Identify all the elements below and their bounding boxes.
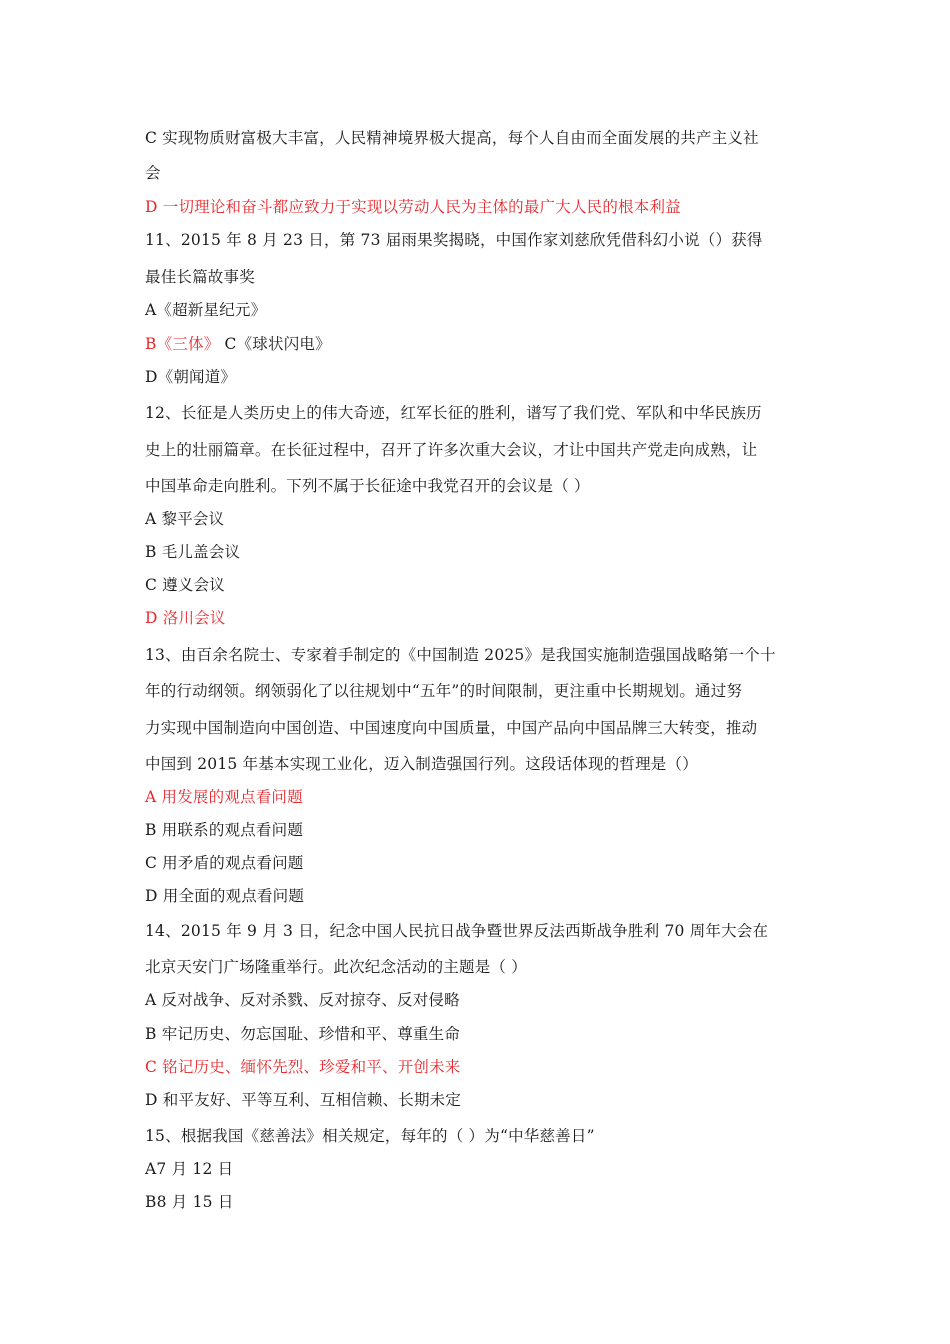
- question-13-line4: 中国到 2015 年基本实现工业化，迈入制造强国行列。这段话体现的哲理是（）: [145, 755, 698, 773]
- q13-option-b: B 用联系的观点看问题: [145, 821, 304, 839]
- q13-option-d: D 用全面的观点看问题: [145, 887, 305, 905]
- q15-option-b: B8 月 15 日: [145, 1193, 234, 1211]
- question-13-line2: 年的行动纲领。纲领弱化了以往规划中“五年”的时间限制，更注重中长期规划。通过努: [145, 682, 743, 700]
- q13-option-c: C 用矛盾的观点看问题: [145, 854, 304, 872]
- q14-option-d: D 和平友好、平等互利、互相信赖、长期未定: [145, 1091, 462, 1109]
- option-c-line1: C 实现物质财富极大丰富，人民精神境界极大提高，每个人自由而全面发展的共产主义社: [145, 129, 759, 147]
- question-13-line3: 力实现中国制造向中国创造、中国速度向中国质量，中国产品向中国品牌三大转变，推动: [145, 719, 758, 737]
- question-11-line2: 最佳长篇故事奖: [145, 268, 255, 286]
- q12-option-a: A 黎平会议: [145, 510, 225, 528]
- question-12-line3: 中国革命走向胜利。下列不属于长征途中我党召开的会议是（ ）: [145, 477, 590, 495]
- q11-answer-option-b: B《三体》: [145, 335, 220, 353]
- q11-option-a: A《超新星纪元》: [145, 301, 267, 319]
- question-12-line1: 12、长征是人类历史上的伟大奇迹，红军长征的胜利，谱写了我们党、军队和中华民族历: [145, 404, 762, 422]
- q12-answer-option-d: D 洛川会议: [145, 609, 226, 627]
- q12-option-b: B 毛儿盖会议: [145, 543, 241, 561]
- q15-option-a: A7 月 12 日: [145, 1160, 234, 1178]
- q14-option-b: B 牢记历史、勿忘国耻、珍惜和平、尊重生命: [145, 1025, 461, 1043]
- question-11-line1: 11、2015 年 8 月 23 日，第 73 届雨果奖揭晓，中国作家刘慈欣凭借科幻小说（）获得: [145, 231, 763, 249]
- q12-option-c: C 遵义会议: [145, 576, 225, 594]
- option-c-line2: 会: [145, 164, 161, 182]
- question-13-line1: 13、由百余名院士、专家着手制定的《中国制造 2025》是我国实施制造强国战略第一个十: [145, 646, 776, 664]
- question-14-line1: 14、2015 年 9 月 3 日，纪念中国人民抗日战争暨世界反法西斯战争胜利 70 周年大会在: [145, 922, 769, 940]
- answer-option-d: D 一切理论和奋斗都应致力于实现以劳动人民为主体的最广大人民的根本利益: [145, 198, 681, 216]
- question-14-line2: 北京天安门广场隆重举行。此次纪念活动的主题是（ ）: [145, 958, 527, 976]
- q11-options-bc: [145, 334, 331, 354]
- q11-option-d: D《朝闻道》: [145, 368, 237, 386]
- q14-option-a: A 反对战争、反对杀戮、反对掠夺、反对侵略: [145, 991, 460, 1009]
- q13-answer-option-a: A 用发展的观点看问题: [145, 788, 303, 806]
- q11-option-c: C《球状闪电》: [219, 335, 331, 353]
- q14-answer-option-c: C 铭记历史、缅怀先烈、珍爱和平、开创未来: [145, 1058, 461, 1076]
- question-15: 15、根据我国《慈善法》相关规定，每年的（ ）为“中华慈善日”: [145, 1127, 595, 1145]
- question-12-line2: 史上的壮丽篇章。在长征过程中，召开了许多次重大会议，才让中国共产党走向成熟，让: [145, 441, 758, 459]
